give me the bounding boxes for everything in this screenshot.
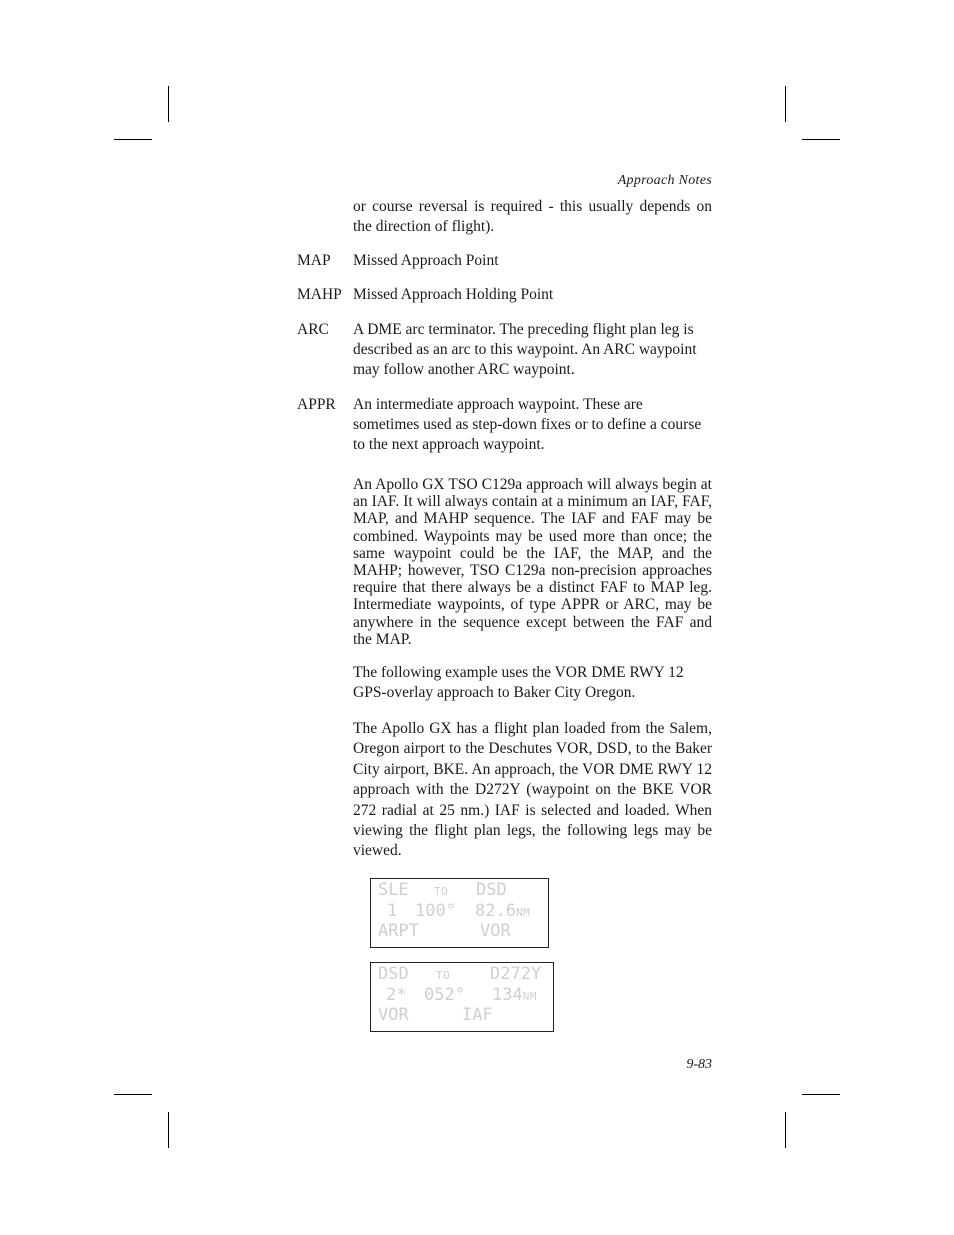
lcd-leg-number: 2* xyxy=(386,984,407,1005)
paragraph-approach-sequence: An Apollo GX TSO C129a approach will always begin at an IAF. It will always contain at a minimum an IAF, FAF, MAP, and MAHP sequence. The IAF and FAF may be combined. Waypoints may be used more than once; the same waypoint could be the IAF, the MAP, and the MAHP; however, TSO C129a non-precision approaches require that there always be a distinct FAF to MAP leg. Intermediate waypoints, of type APPR or ARC, may be anywhere in the sequence except between the FAF and the MAP. xyxy=(353,476,712,648)
page-number: 9-83 xyxy=(686,1057,712,1072)
crop-mark-top-right-horizontal xyxy=(802,139,840,140)
lcd-to-label: TO xyxy=(434,885,449,898)
lcd-course: 100° xyxy=(415,900,456,921)
lcd-leg-number: 1 xyxy=(387,900,398,921)
lcd-row-waypoints xyxy=(378,964,546,985)
lcd-distance: 82.6 xyxy=(475,900,516,921)
lcd-display-leg-2 xyxy=(370,962,554,1032)
lcd-distance-unit: NM xyxy=(522,989,537,1003)
crop-mark-top-right-vertical xyxy=(785,86,786,122)
lcd-distance-unit: NM xyxy=(515,905,531,919)
lcd-to-type: VOR xyxy=(480,921,511,941)
lcd-row-leg-info xyxy=(378,985,546,1006)
paragraph-flight-plan: The Apollo GX has a flight plan loaded from the Salem, Oregon airport to the Deschutes VOR, DSD, to the Baker City airport, BKE. An approach, the VOR DME RWY 12 approach with the D272Y (waypoint on the BKE VOR 272 radial at 25 nm.) IAF is selected and loaded. When viewing the flight plan legs, the following legs may be viewed. xyxy=(353,720,712,860)
lcd-course: 052° xyxy=(424,984,465,1005)
lcd-display-leg-1 xyxy=(370,878,549,948)
crop-mark-bottom-left-horizontal xyxy=(114,1094,152,1095)
term-map: MAP xyxy=(297,252,331,269)
crop-mark-bottom-right-vertical xyxy=(785,1112,786,1148)
lcd-row-types xyxy=(378,1005,546,1026)
lcd-from-waypoint: DSD xyxy=(378,964,409,984)
crop-mark-bottom-left-vertical xyxy=(168,1112,169,1148)
crop-mark-top-left-horizontal xyxy=(114,139,152,140)
term-arc: ARC xyxy=(297,321,329,338)
lcd-to-waypoint: DSD xyxy=(476,880,507,900)
paragraph-example-intro: The following example uses the VOR DME RWY 12 GPS-overlay approach to Baker City Oregon. xyxy=(353,664,684,701)
intro-continuation: or course reversal is required - this usually depends on the direction of flight). xyxy=(353,198,712,235)
crop-mark-top-left-vertical xyxy=(168,86,169,122)
lcd-from-waypoint: SLE xyxy=(378,880,409,900)
term-appr: APPR xyxy=(297,396,336,413)
lcd-to-type: IAF xyxy=(462,1005,493,1025)
lcd-to-label: TO xyxy=(436,969,451,982)
lcd-from-type: ARPT xyxy=(378,921,419,941)
running-header: Approach Notes xyxy=(617,173,712,188)
term-mahp: MAHP xyxy=(297,286,342,303)
definition-mahp: Missed Approach Holding Point xyxy=(353,286,554,303)
lcd-row-waypoints xyxy=(378,880,541,901)
definition-appr: An intermediate approach waypoint. These are sometimes used as step-down fixes or to define a course to the next approach waypoint. xyxy=(353,396,702,453)
lcd-row-types xyxy=(378,921,541,942)
definition-map: Missed Approach Point xyxy=(353,252,499,269)
definition-arc: A DME arc terminator. The preceding flight plan leg is described as an arc to this waypoint. An ARC waypoint may follow another ARC waypoint. xyxy=(353,321,697,378)
lcd-row-leg-info xyxy=(378,901,541,922)
lcd-distance: 134 xyxy=(492,984,523,1005)
lcd-to-waypoint: D272Y xyxy=(490,964,542,984)
lcd-from-type: VOR xyxy=(378,1005,409,1025)
crop-mark-bottom-right-horizontal xyxy=(802,1094,840,1095)
